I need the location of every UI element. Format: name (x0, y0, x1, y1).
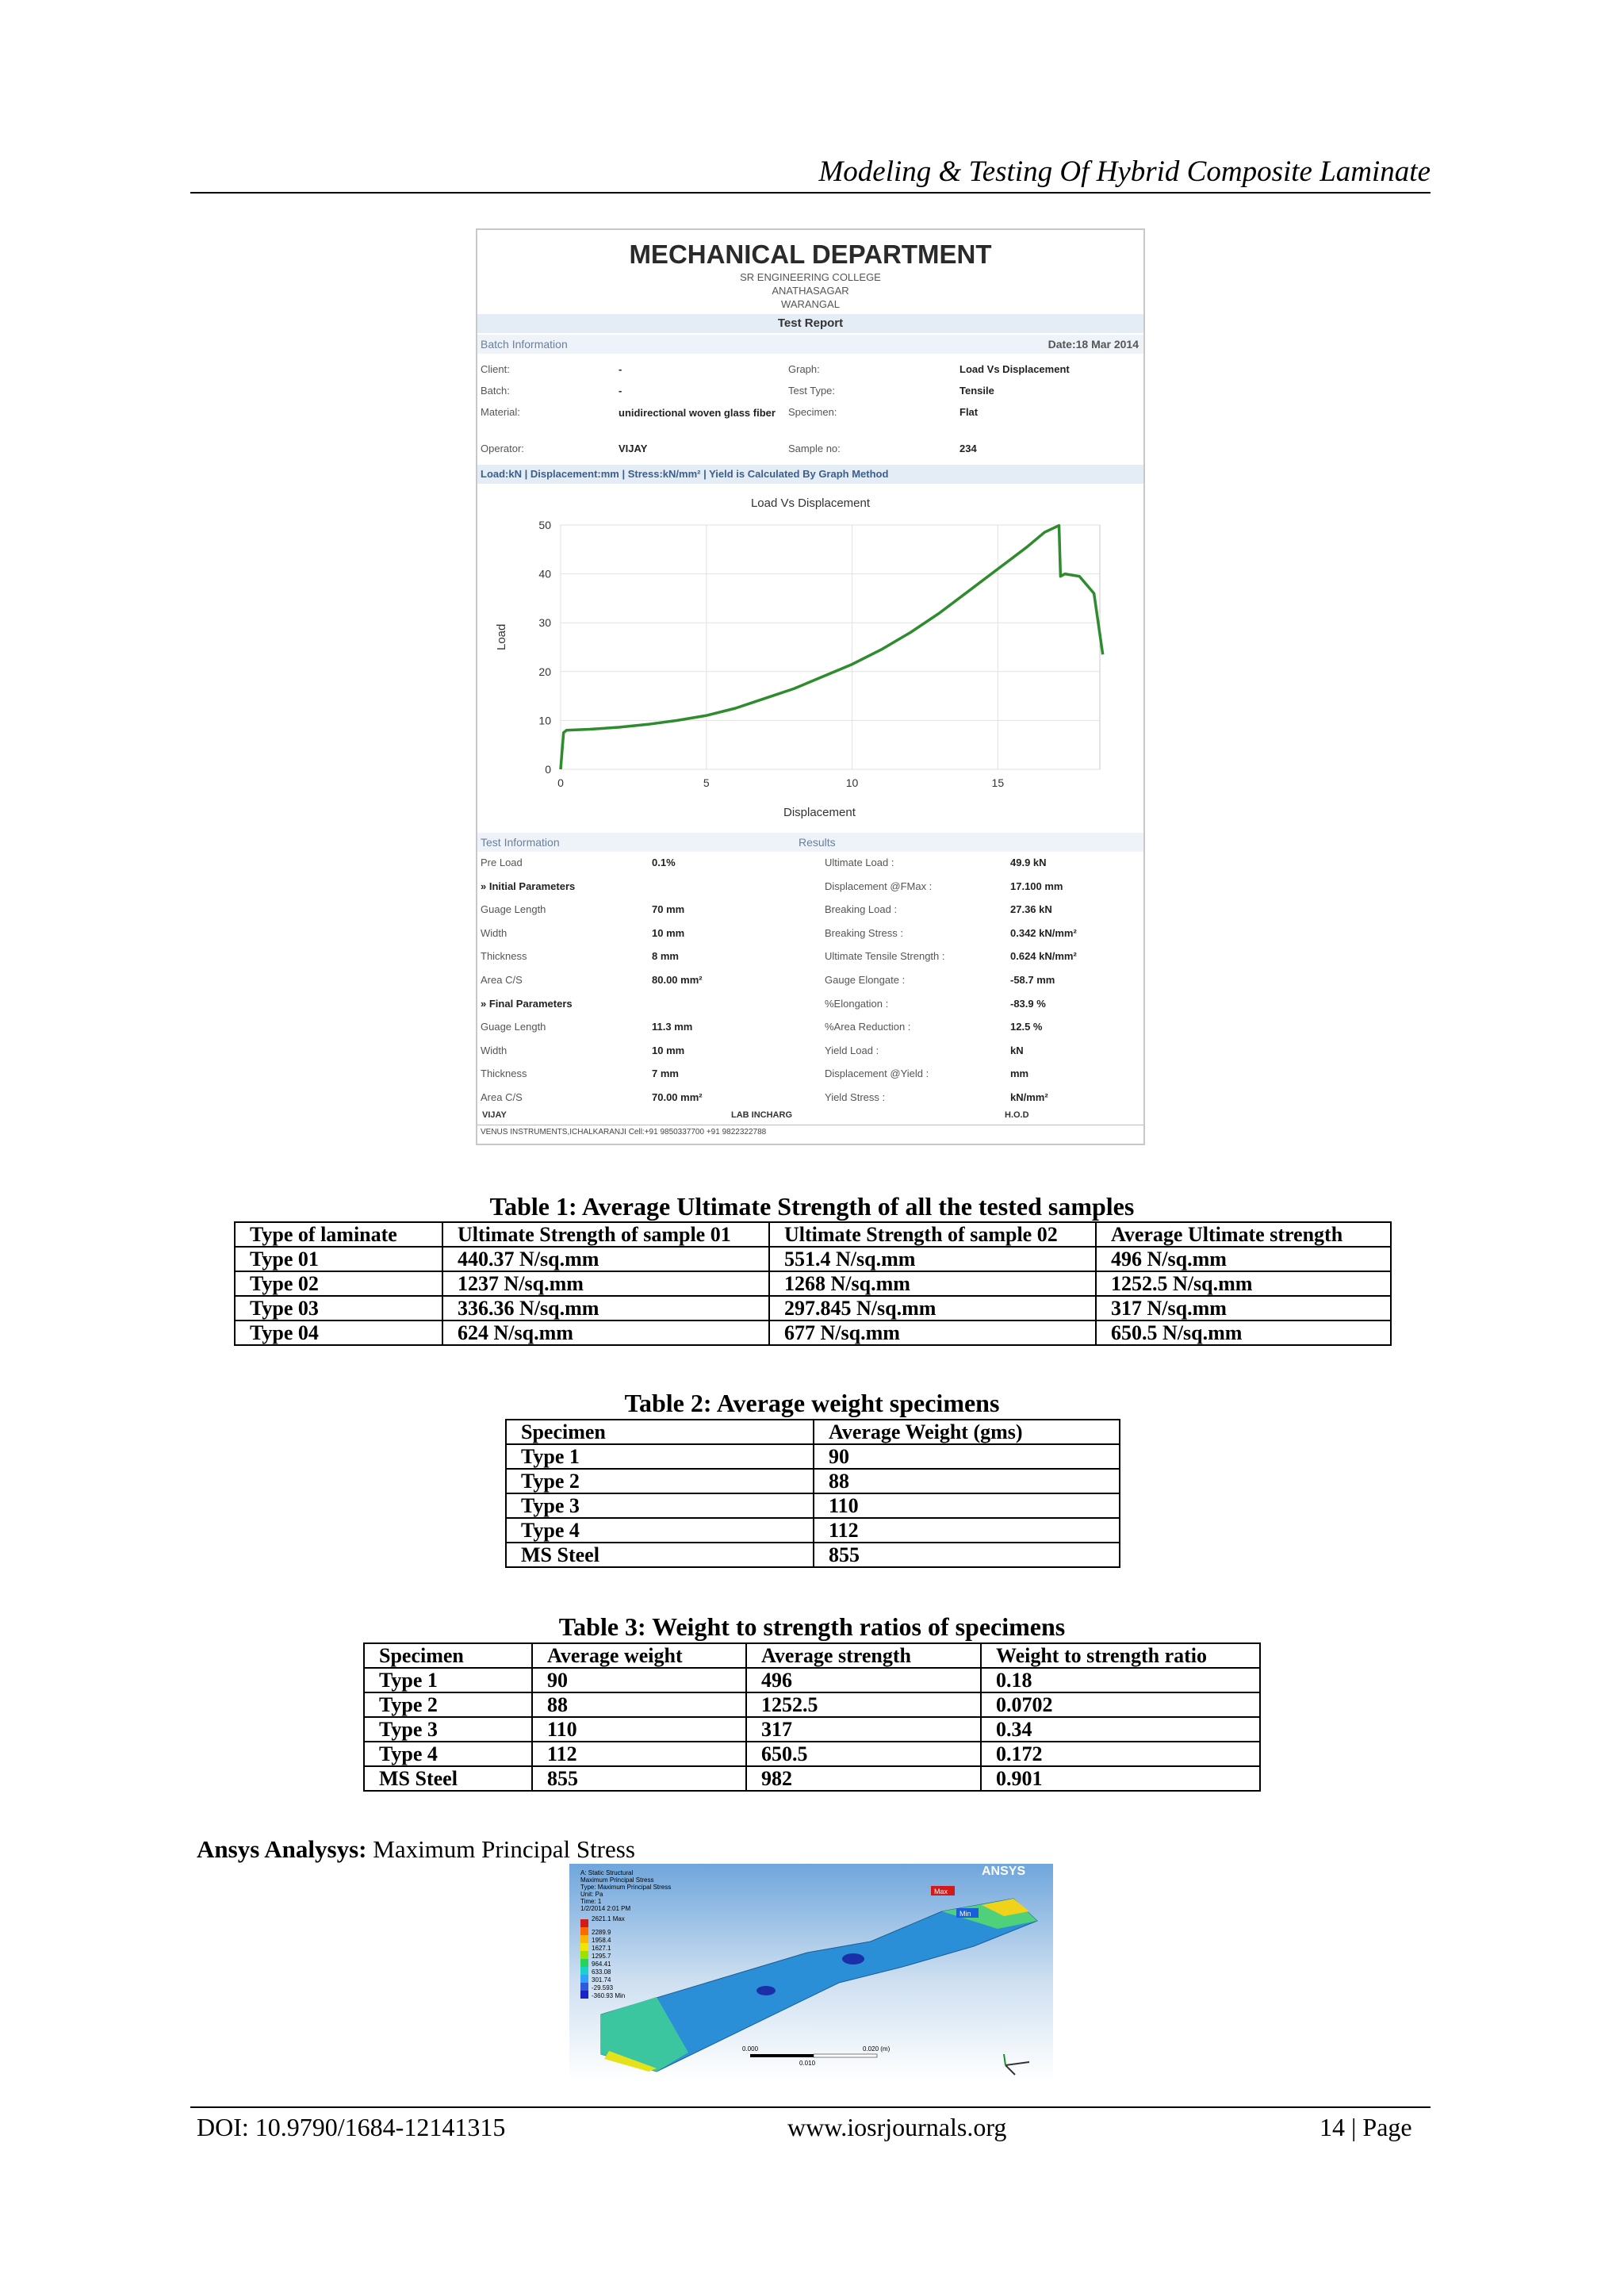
table-cell: 551.4 N/sq.mm (769, 1247, 1096, 1271)
x-tick-label: 15 (991, 776, 1005, 789)
table-header-row (235, 1222, 1391, 1247)
result-value: kN (1010, 1045, 1024, 1056)
test-info-value: 7 mm (652, 1068, 679, 1079)
table2 (505, 1419, 1120, 1568)
test-info-value: 70 mm (652, 903, 685, 915)
field-value: unidirectional woven glass fiber (619, 407, 776, 419)
table-cell: 624 N/sq.mm (442, 1320, 769, 1345)
test-info-label: » Final Parameters (481, 998, 573, 1010)
specimen-spot (756, 1986, 776, 1995)
result-label: Displacement @Yield : (825, 1068, 929, 1079)
table-cell: 496 (746, 1668, 981, 1692)
institution-line: SR ENGINEERING COLLEGE (740, 271, 881, 283)
table-cell: Type 02 (235, 1271, 442, 1296)
table-cell: Type 4 (364, 1742, 532, 1766)
institution-line: ANATHASAGAR (772, 285, 849, 297)
table-cell: 0.172 (981, 1742, 1260, 1766)
table-cell: 112 (814, 1518, 1120, 1543)
y-tick-label: 10 (538, 714, 551, 727)
units-note: Load:kN | Displacement:mm | Stress:kN/mm² | Yield is Calculated By Graph Method (481, 468, 889, 480)
signature-operator: VIJAY (482, 1110, 507, 1120)
table-cell: Type 04 (235, 1320, 442, 1345)
test-info-label: Width (481, 927, 508, 939)
table-cell: Type 01 (235, 1247, 442, 1271)
test-info-label: Area C/S (481, 974, 523, 986)
scale-label: 0.010 (799, 2060, 816, 2067)
test-info-label: Pre Load (481, 857, 523, 868)
result-label: Breaking Stress : (825, 927, 903, 939)
test-info-value: 80.00 mm² (652, 974, 703, 986)
table-cell: 88 (814, 1469, 1120, 1493)
legend-label: 1295.7 (592, 1953, 611, 1960)
ansys-header-line: Unit: Pa (580, 1891, 603, 1898)
results-label: Results (799, 836, 836, 849)
table-row (364, 1742, 1260, 1766)
test-info-value: 0.1% (652, 857, 676, 868)
result-value: mm (1010, 1068, 1029, 1079)
report-label-band (477, 314, 1143, 333)
ansys-figure (569, 1864, 1053, 2079)
ansys-brand: ANSYS (982, 1865, 1026, 1878)
table-cell: 855 (814, 1543, 1120, 1567)
legend-swatch (580, 1983, 588, 1991)
table3 (363, 1642, 1261, 1792)
table-header-cell: Type of laminate (235, 1222, 442, 1247)
field-value: Tensile (959, 385, 994, 397)
ansys-heading-rest: Maximum Principal Stress (366, 1835, 635, 1863)
legend-label: 964.41 (592, 1961, 611, 1968)
report-date: Date:18 Mar 2014 (1048, 338, 1139, 351)
table-header-cell: Average strength (746, 1643, 981, 1668)
scale-bar (814, 2054, 877, 2057)
legend-swatch (580, 1959, 588, 1967)
test-info-label: Thickness (481, 1068, 527, 1079)
plot-area (561, 525, 1100, 769)
table-cell: 677 N/sq.mm (769, 1320, 1096, 1345)
table-cell: Type 3 (364, 1717, 532, 1742)
result-label: Breaking Load : (825, 903, 898, 915)
table-row (364, 1766, 1260, 1791)
ansys-header-line: A: Static Structural (580, 1869, 634, 1876)
x-tick-label: 0 (557, 776, 564, 789)
result-label: Ultimate Load : (825, 857, 894, 868)
result-value: 17.100 mm (1010, 880, 1063, 892)
ansys-render (569, 1864, 1053, 2079)
y-tick-label: 30 (538, 616, 551, 630)
table-cell: 1268 N/sq.mm (769, 1271, 1096, 1296)
batch-band (477, 335, 1143, 354)
legend-swatch (580, 1943, 588, 1951)
test-info-value: 11.3 mm (652, 1021, 693, 1033)
table-cell: 0.34 (981, 1717, 1260, 1742)
field-value: Load Vs Displacement (959, 363, 1070, 375)
field-value: Flat (959, 406, 979, 418)
legend-swatch (580, 1975, 588, 1983)
signature-hod: H.O.D (1005, 1110, 1029, 1120)
footer-page: 14 | Page (1320, 2113, 1412, 2141)
legend-label: 301.74 (592, 1976, 611, 1984)
ansys-header-line: 1/2/2014 2:01 PM (580, 1905, 631, 1912)
table-row (364, 1717, 1260, 1742)
x-tick-label: 10 (845, 776, 859, 789)
result-value: -58.7 mm (1010, 974, 1055, 986)
table-cell: Type 03 (235, 1296, 442, 1320)
result-value: 0.342 kN/mm² (1010, 927, 1077, 939)
table-cell: 90 (814, 1444, 1120, 1469)
result-label: %Area Reduction : (825, 1021, 911, 1033)
table-cell: 112 (532, 1742, 746, 1766)
result-label: Ultimate Tensile Strength : (825, 950, 945, 962)
table-cell: Type 1 (364, 1668, 532, 1692)
table-row (235, 1320, 1391, 1345)
field-label: Sample no: (788, 443, 841, 454)
field-label: Specimen: (788, 406, 837, 418)
max-tag: Max (934, 1888, 948, 1895)
legend-label: 2289.9 (592, 1929, 611, 1936)
table-cell: MS Steel (364, 1766, 532, 1791)
ansys-heading (197, 1835, 635, 1864)
table-header-cell: Average Weight (gms) (814, 1420, 1120, 1444)
table-cell: 1252.5 N/sq.mm (1096, 1271, 1391, 1296)
test-info-value: 10 mm (652, 927, 685, 939)
table3-caption: Table 3: Weight to strength ratios of specimens (558, 1612, 1066, 1641)
table-cell: 440.37 N/sq.mm (442, 1247, 769, 1271)
table-cell: 855 (532, 1766, 746, 1791)
field-value: 234 (959, 443, 977, 454)
table-header-row (364, 1643, 1260, 1668)
ansys-header-line: Type: Maximum Principal Stress (580, 1884, 672, 1891)
institution-line: WARANGAL (781, 298, 840, 310)
table-cell: Type 2 (506, 1469, 814, 1493)
min-tag: Min (959, 1910, 971, 1918)
field-label: Batch: (481, 385, 510, 397)
x-tick-label: 5 (703, 776, 710, 789)
table-cell: Type 3 (506, 1493, 814, 1518)
test-info-label: Width (481, 1045, 508, 1056)
footer-doi: DOI: 10.9790/1684-12141315 (197, 2113, 506, 2141)
table-cell: 0.901 (981, 1766, 1260, 1791)
report-title: MECHANICAL DEPARTMENT (629, 240, 992, 269)
table-row (364, 1692, 1260, 1717)
legend-swatch (580, 1967, 588, 1975)
table-cell: Type 4 (506, 1518, 814, 1543)
table-header-cell: Weight to strength ratio (981, 1643, 1260, 1668)
result-value: 27.36 kN (1010, 903, 1052, 915)
y-tick-label: 20 (538, 665, 551, 678)
table-header-cell: Ultimate Strength of sample 01 (442, 1222, 769, 1247)
table-header-cell: Average Ultimate strength (1096, 1222, 1391, 1247)
table-header-cell: Specimen (506, 1420, 814, 1444)
legend-swatch (580, 1991, 588, 1999)
scale-label: 0.020 (m) (863, 2045, 891, 2053)
vendor-line: VENUS INSTRUMENTS,ICHALKARANJI Cell:+91 9850337700 +91 9822322788 (481, 1128, 767, 1137)
field-value: - (619, 385, 622, 397)
legend-label: 2621.1 Max (592, 1915, 625, 1922)
legend-label: 1627.1 (592, 1945, 611, 1952)
table-cell: Type 1 (506, 1444, 814, 1469)
legend-swatch (580, 1935, 588, 1943)
scale-label: 0.000 (742, 2045, 759, 2053)
result-label: Displacement @FMax : (825, 880, 933, 892)
chart-title: Load Vs Displacement (750, 496, 871, 510)
test-info-label: Test Information (481, 836, 560, 849)
test-info-label: Area C/S (481, 1091, 523, 1103)
y-tick-label: 40 (538, 567, 551, 581)
report-label: Test Report (777, 316, 844, 330)
signature-lab: LAB INCHARG (731, 1110, 792, 1120)
table-cell: Type 2 (364, 1692, 532, 1717)
table1 (234, 1221, 1392, 1346)
table-header-row (506, 1420, 1120, 1444)
result-value: 0.624 kN/mm² (1010, 950, 1077, 962)
test-info-label: Guage Length (481, 1021, 546, 1033)
table-header-cell: Specimen (364, 1643, 532, 1668)
field-label: Graph: (788, 363, 820, 375)
legend-swatch (580, 1951, 588, 1959)
y-tick-label: 0 (545, 763, 551, 776)
table-cell: 0.0702 (981, 1692, 1260, 1717)
table-cell: 110 (814, 1493, 1120, 1518)
table-cell: 982 (746, 1766, 981, 1791)
field-label: Material: (481, 406, 520, 418)
legend-swatch (580, 1919, 588, 1927)
table-cell: MS Steel (506, 1543, 814, 1567)
footer-site: www.iosrjournals.org (787, 2113, 1007, 2141)
table-cell: 0.18 (981, 1668, 1260, 1692)
table-cell: 317 N/sq.mm (1096, 1296, 1391, 1320)
y-axis-label: Load (495, 623, 508, 650)
field-label: Test Type: (788, 385, 836, 397)
batch-label: Batch Information (481, 338, 568, 351)
result-label: %Elongation : (825, 998, 889, 1010)
test-info-value: 70.00 mm² (652, 1091, 703, 1103)
table-cell: 336.36 N/sq.mm (442, 1296, 769, 1320)
ansys-heading-bold: Ansys Analysys: (197, 1835, 367, 1863)
test-info-value: 10 mm (652, 1045, 685, 1056)
table1-caption: Table 1: Average Ultimate Strength of all the tested samples (489, 1192, 1135, 1221)
test-report (476, 228, 1145, 1145)
table-cell: 1237 N/sq.mm (442, 1271, 769, 1296)
result-value: 49.9 kN (1010, 857, 1047, 868)
table-cell: 650.5 N/sq.mm (1096, 1320, 1391, 1345)
test-info-label: Guage Length (481, 903, 546, 915)
field-value: - (619, 363, 622, 375)
test-info-value: 8 mm (652, 950, 679, 962)
table-cell: 650.5 (746, 1742, 981, 1766)
x-axis-label: Displacement (783, 806, 856, 819)
units-band (477, 465, 1143, 484)
result-value: kN/mm² (1010, 1091, 1048, 1103)
table-row (235, 1296, 1391, 1320)
table-row (506, 1493, 1120, 1518)
test-info-label: » Initial Parameters (481, 880, 576, 892)
table-cell: 90 (532, 1668, 746, 1692)
table-header-cell: Average weight (532, 1643, 746, 1668)
table-header-cell: Ultimate Strength of sample 02 (769, 1222, 1096, 1247)
legend-label: 1958.4 (592, 1937, 611, 1944)
table-cell: 110 (532, 1717, 746, 1742)
result-label: Yield Stress : (825, 1091, 886, 1103)
result-value: 12.5 % (1010, 1021, 1043, 1033)
ansys-header-line: Maximum Principal Stress (580, 1876, 654, 1884)
table-cell: 88 (532, 1692, 746, 1717)
legend-label: -360.93 Min (592, 1992, 626, 1999)
header-rule (190, 192, 1431, 194)
table2-caption: Table 2: Average weight specimens (624, 1389, 1000, 1417)
result-label: Gauge Elongate : (825, 974, 906, 986)
table-row (235, 1271, 1391, 1296)
specimen-min-spot (842, 1953, 864, 1964)
ansys-header-line: Time: 1 (580, 1898, 602, 1905)
y-tick-label: 50 (538, 519, 551, 531)
legend-label: 633.08 (592, 1968, 611, 1976)
table-cell: 1252.5 (746, 1692, 981, 1717)
scale-bar (750, 2054, 814, 2057)
table-row (506, 1444, 1120, 1469)
result-label: Yield Load : (825, 1045, 879, 1056)
field-label: Operator: (481, 443, 524, 454)
result-value: -83.9 % (1010, 998, 1046, 1010)
table-cell: 297.845 N/sq.mm (769, 1296, 1096, 1320)
table-row (506, 1518, 1120, 1543)
legend-swatch (580, 1927, 588, 1935)
table-row (506, 1469, 1120, 1493)
test-info-label: Thickness (481, 950, 527, 962)
table-row (506, 1543, 1120, 1567)
footer-rule (190, 2106, 1431, 2108)
field-label: Client: (481, 363, 510, 375)
table-row (235, 1247, 1391, 1271)
load-displacement-chart (493, 517, 1136, 811)
info-band (477, 833, 1143, 852)
legend-label: -29.593 (592, 1984, 614, 1991)
running-title: Modeling & Testing Of Hybrid Composite Laminate (818, 155, 1431, 188)
table-cell: 496 N/sq.mm (1096, 1247, 1391, 1271)
field-value: VIJAY (619, 443, 648, 454)
table-row (364, 1668, 1260, 1692)
table-cell: 317 (746, 1717, 981, 1742)
